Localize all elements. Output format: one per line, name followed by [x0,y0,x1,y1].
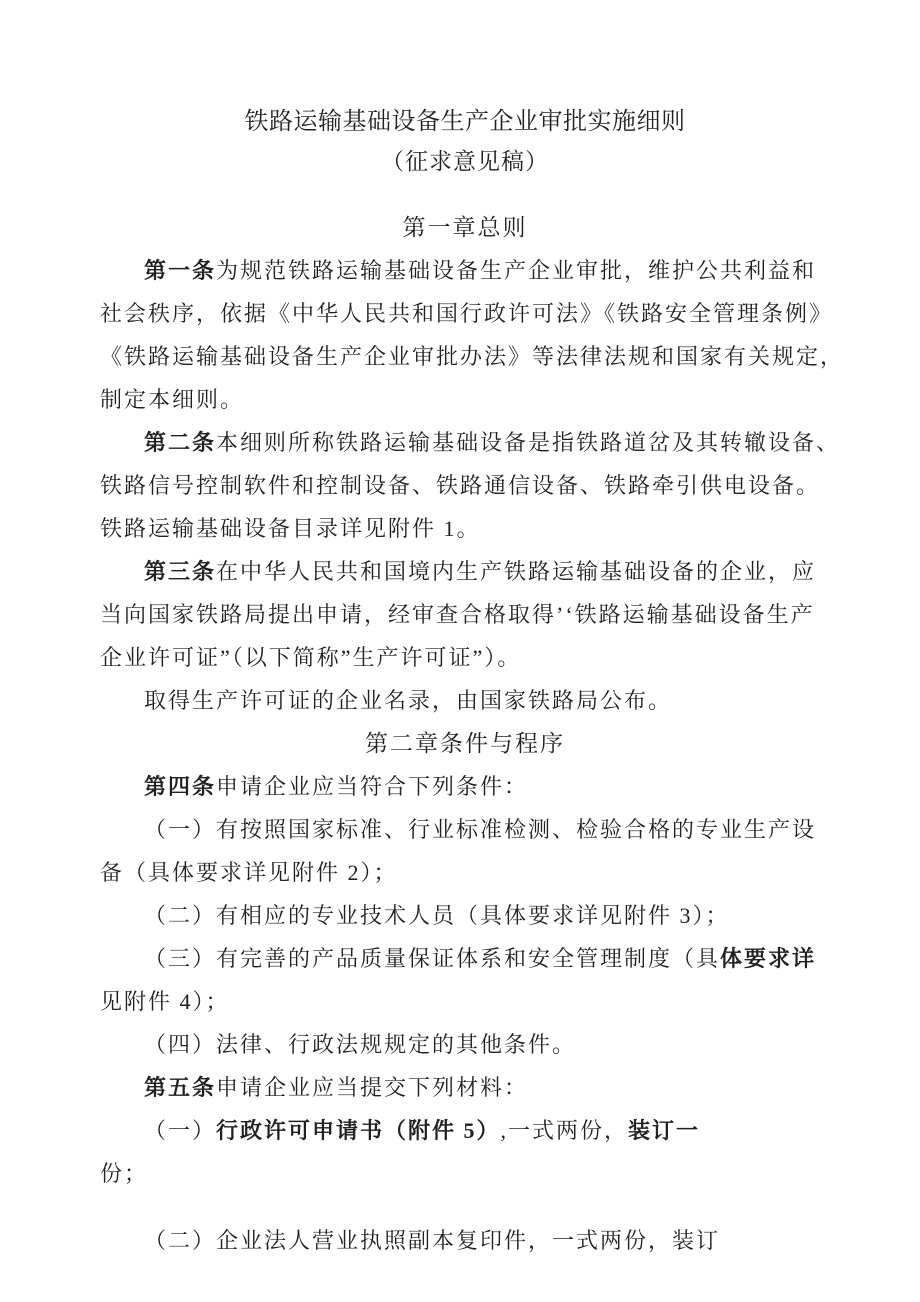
document-line [100,1219,830,1262]
document-line [100,894,830,937]
document-line [100,765,830,808]
body-text: （四）法律、行政法规规定的其他条件。 [144,1032,577,1057]
body-text: 申请企业应当符合下列条件： [216,774,529,799]
body-text: 备（具体要求详见附件 2）； [100,860,398,885]
document-line [100,851,830,894]
document-line [100,808,830,851]
body-text: 在中华人民共和国境内生产铁路运输基础设备的企业，应 [216,559,817,584]
document-line [100,378,830,421]
body-text: （一）有按照国家标准、行业标准检测、检验合格的专业生产设 [144,817,817,842]
body-text: 企业许可证”（以下简称”生产许可证”）。 [100,645,522,670]
document-line [100,636,830,679]
body-text: 份； [100,1161,149,1186]
document-line [100,421,841,464]
chapter-heading [100,722,830,765]
document-line [100,980,830,1023]
body-text: 铁路运输基础设备目录详见附件 1。 [100,516,481,541]
emphasis-text: 第一条 [144,258,217,283]
document-line [100,464,830,507]
body-text: 当向国家铁路局提出申请，经审查合格取得’‘铁路运输基础设备生产 [100,602,815,627]
emphasis-text: 体要求详 [720,946,817,971]
emphasis-text: 行政许可申请书（附件 5） [216,1118,501,1143]
body-text: 第一章总则 [402,215,528,240]
body-text: 制定本细则。 [100,387,245,412]
document-line [100,1152,830,1195]
document-line [100,292,834,335]
document-line [100,550,830,593]
body-text: 铁路信号控制软件和控制设备、铁路通信设备、铁路牵引供电设备。 [100,473,821,498]
body-text: 《铁路运输基础设备生产企业审批办法》等法律法规和国家有关规定， [100,344,845,369]
document-line [100,1109,830,1152]
document-subtitle: （征求意见稿） [381,149,549,174]
body-text: 见附件 4）； [100,989,230,1014]
emphasis-text: 第四条 [144,774,217,799]
document-line [100,1023,830,1066]
body-text: 取得生产许可证的企业名录，由国家铁路局公布。 [144,688,673,713]
body-text: 社会秩序，依据《中华人民共和国行政许可法》《铁路安全管理条例》 [100,301,834,326]
body-text: （二）有相应的专业技术人员（具体要求详见附件 3）； [144,903,730,928]
document-body [100,206,845,1262]
body-text: 本细则所称铁路运输基础设备是指铁路道岔及其转辙设备、 [216,430,841,455]
chapter-heading [100,206,830,249]
emphasis-text: 第五条 [144,1075,217,1100]
emphasis-text: 装订一 [628,1118,701,1143]
document-line [100,593,830,636]
body-text: 申请企业应当提交下列材料： [216,1075,529,1100]
body-text: （三）有完善的产品质量保证体系和安全管理制度（具 [144,946,721,971]
document-line [100,335,845,378]
emphasis-text: 第二条 [144,430,217,455]
body-text: （二）企业法人营业执照副本复印件，一式两份，装订 [144,1228,721,1253]
document-line [100,937,830,980]
document-line [100,679,830,722]
document-line [100,249,830,292]
body-text: 第二章条件与程序 [365,731,565,756]
body-text: 为规范铁路运输基础设备生产企业审批，维护公共利益和 [216,258,817,283]
body-text: （一） [144,1118,217,1143]
emphasis-text: 第三条 [144,559,217,584]
document-line [100,1066,830,1109]
document-title: 铁路运输基础设备生产企业审批实施细则 [244,109,686,135]
body-text: ,一式两份， [500,1118,629,1143]
document-line [100,507,830,550]
